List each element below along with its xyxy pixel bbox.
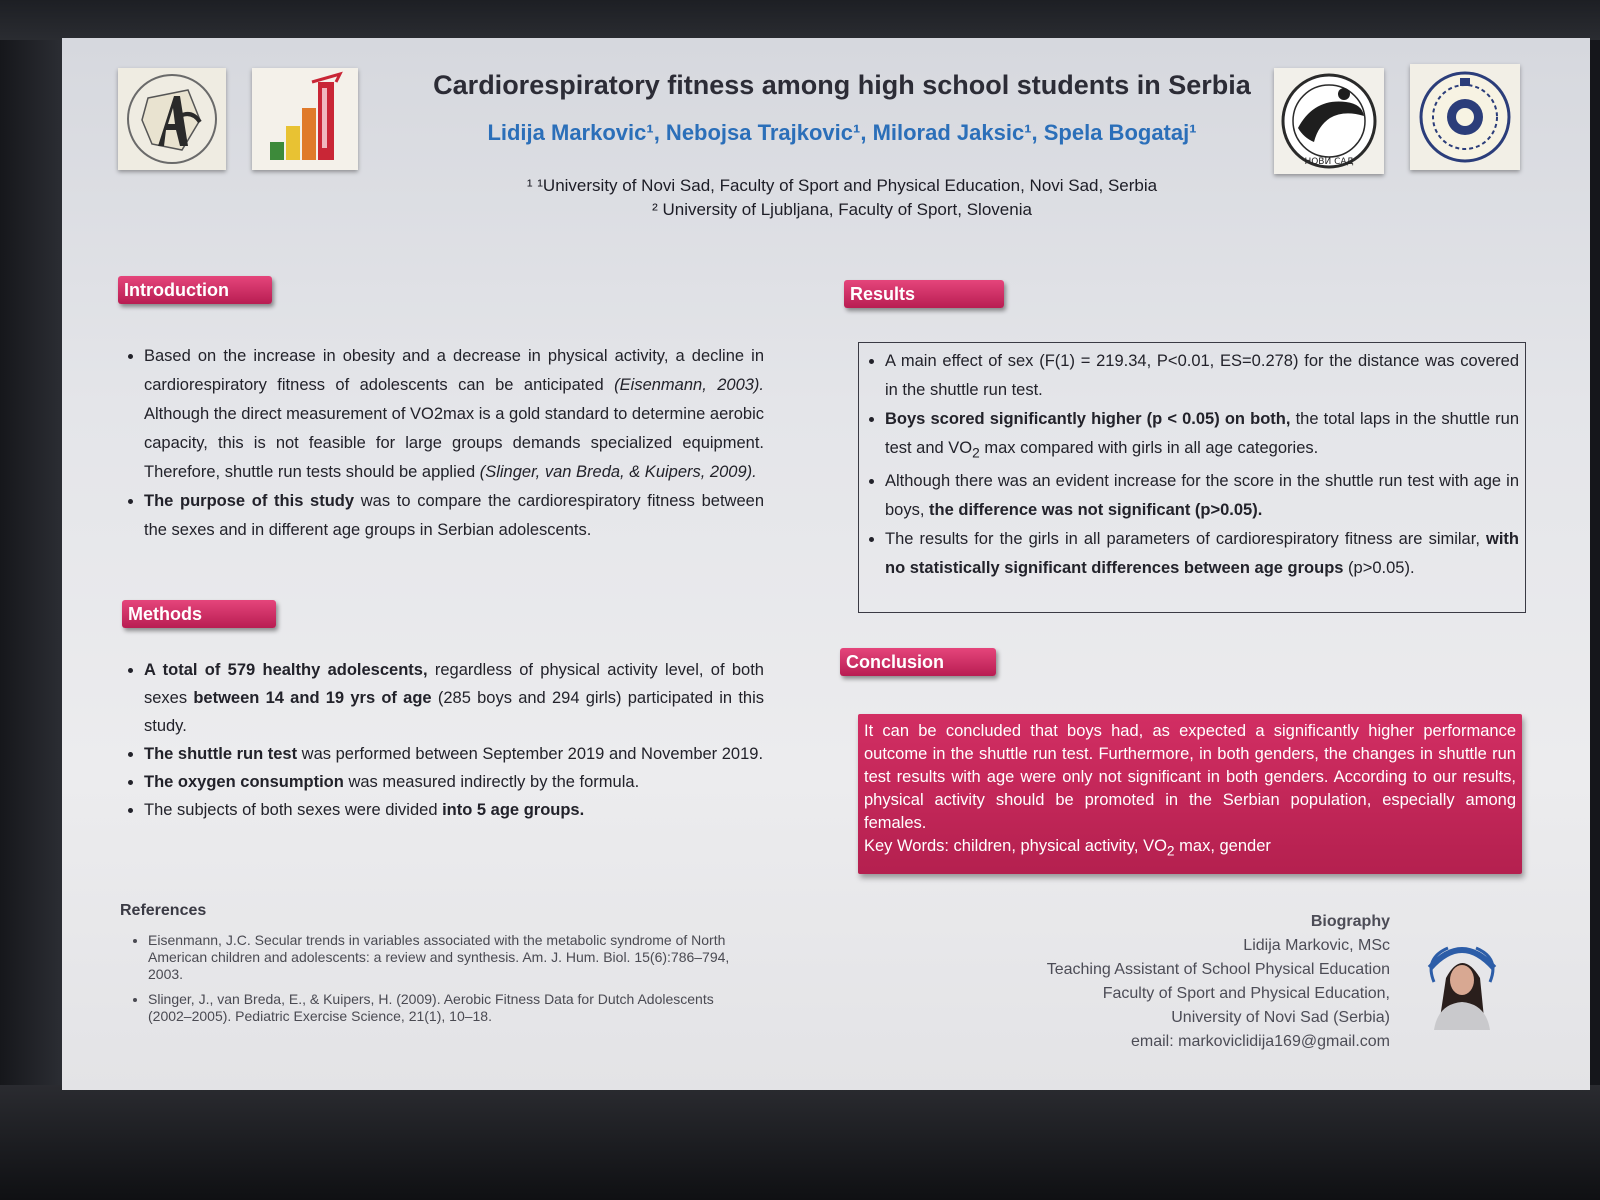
list-item: • Eisenmann, J.C. Secular trends in variables associated with the metabolic syndrome of North American children and adolescents: a review and synthesis. Am. J. Hum. Biol. 15(6):786–794, 2003. <box>148 932 744 983</box>
introduction-heading: Introduction <box>118 276 272 304</box>
biography-email: email: markoviclidija169@gmail.com <box>1131 1033 1390 1050</box>
results-body <box>861 347 1519 583</box>
bar-chart-logo-icon <box>252 68 358 170</box>
biography-role: Teaching Assistant of School Physical Education <box>1046 961 1390 978</box>
biography <box>962 910 1390 1054</box>
references-heading: References <box>120 902 207 919</box>
list-item: • The shuttle run test was performed between September 2019 and November 2019. <box>144 740 764 768</box>
monitor-bezel-left <box>0 40 62 1100</box>
methods-heading: Methods <box>122 600 276 628</box>
list-item: • Although there was an evident increase for the score in the shuttle run test with age in boys, the difference was not significant (p>0.05). <box>885 467 1519 525</box>
poster-title: Cardiorespiratory fitness among high school students in Serbia <box>433 70 1251 100</box>
introduction-body <box>120 342 764 545</box>
university-seal-logo-icon <box>1410 64 1520 170</box>
list-item: • A main effect of sex (F(1) = 219.34, P<0.01, ES=0.278) for the distance was covered in the shuttle run test. <box>885 347 1519 405</box>
list-item: • Boys scored significantly higher (p < 0.05) on both, the total laps in the shuttle run test and $VO_2$ max compared with girls in all age categories. <box>885 405 1519 467</box>
affiliation-1: ¹ ¹University of Novi Sad, Faculty of Sport and Physical Education, Novi Sad, Serbia <box>526 176 1158 195</box>
biography-heading: Biography <box>1310 913 1390 930</box>
poster-screen <box>62 38 1590 1090</box>
list-item: • The purpose of this study was to compare the cardiorespiratory fitness between the sexes and in different age groups in Serbian adolescents. <box>144 487 764 545</box>
results-heading: Results <box>844 280 1004 308</box>
conclusion-heading: Conclusion <box>840 648 996 676</box>
biography-name: Lidija Markovic, MSc <box>1243 937 1390 954</box>
references-list <box>124 932 744 1033</box>
list-item: • The oxygen consumption was measured indirectly by the formula. <box>144 768 764 796</box>
monitor-bezel-bottom <box>0 1085 1600 1200</box>
results-box <box>858 342 1526 613</box>
list-item: • The results for the girls in all parameters of cardiorespiratory fitness are similar, with no statistically significant differences between age groups (p>0.05). <box>885 525 1519 583</box>
sports-association-logo-icon <box>118 68 226 170</box>
conclusion-text: It can be concluded that boys had, as expected a significantly higher performance outcome in the shuttle run test. Furthermore, in both genders, the changes in shuttle run test results with age were only not significant in both genders. According to our results, physical activity should be promoted in the Serbian population, especially among females. <box>864 722 1516 832</box>
list-item: • A total of 579 healthy adolescents, regardless of physical activity level, of both sexes between 14 and 19 yrs of age (285 boys and 294 girls) participated in this study. <box>144 656 764 740</box>
poster-authors: Lidija Markovic¹, Nebojsa Trajkovic¹, Milorad Jaksic¹, Spela Bogataj¹ <box>487 120 1197 145</box>
logo-text: НОВИ САД <box>1304 157 1354 167</box>
list-item: • The subjects of both sexes were divided into 5 age groups. <box>144 796 764 824</box>
avatar <box>1424 938 1500 1030</box>
biography-university: University of Novi Sad (Serbia) <box>1171 1009 1390 1026</box>
keywords: Key Words: children, physical activity, $VO_2$ max, gender <box>864 837 1271 859</box>
monitor-bezel-top <box>0 0 1600 40</box>
conclusion-box <box>858 714 1522 874</box>
methods-body <box>120 656 764 824</box>
affiliation-2: ² University of Ljubljana, Faculty of Sport, Slovenia <box>652 200 1032 219</box>
list-item: • Slinger, J., van Breda, E., & Kuipers, H. (2009). Aerobic Fitness Data for Dutch Adolescents (2002–2005). Pediatric Exercise Science, 21(1), 10–18. <box>148 991 744 1025</box>
list-item: • Based on the increase in obesity and a decrease in physical activity, a decline in cardiorespiratory fitness of adolescents can be anticipated (Eisenmann, 2003). Although the direct measurement of VO2max is a gold standard to determine aerobic capacity, this is not feasible for large groups demands specialized equipment. Therefore, shuttle run tests should be applied (Slinger, van Breda, & Kuipers, 2009). <box>144 342 764 487</box>
biography-faculty: Faculty of Sport and Physical Education, <box>1102 985 1390 1002</box>
